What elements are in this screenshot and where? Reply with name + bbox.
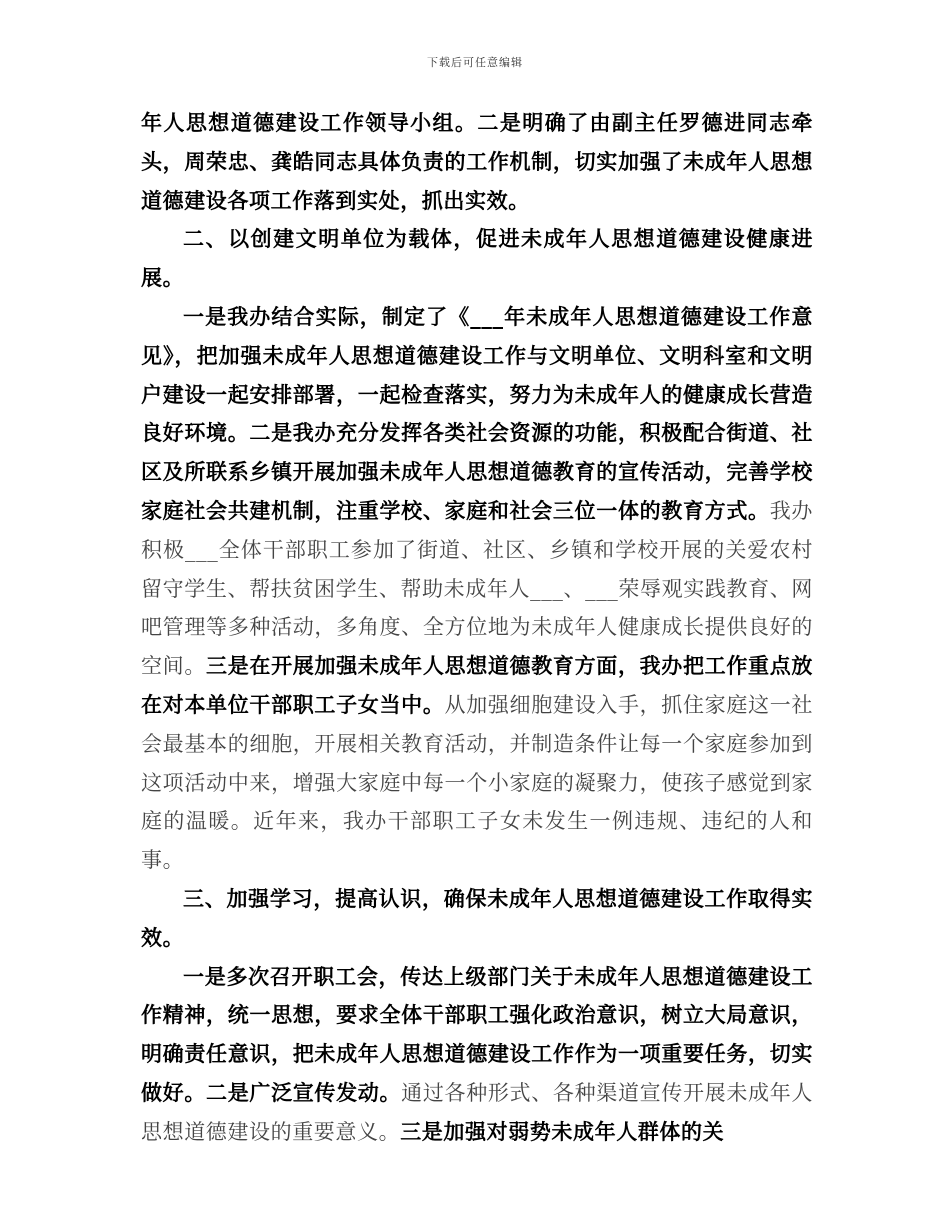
paragraph-text-light: 从加强细胞建设入手，抓住家庭这一社会最基本的细胞，开展相关教育活动，并制造条件让每一个家庭参加到这项活动中来，增强大家庭中每一个小家庭的凝聚力，使孩子感觉到家庭的温暖。近年来，我办干部职工子女未发生一例违规、违纪的人和事。 [141,692,813,873]
page-header-note: 下载后可任意编辑 [427,56,523,69]
paragraph-text-light: 我办积极___全体干部职工参加了街道、社区、乡镇和学校开展的关爱农村留守学生、帮扶贫困学生、帮助未成年人___、___荣辱观实践教育、网吧管理等多种活动，多角度、全方位地为未成年人健康成长提供良好的空间。 [141,498,813,679]
paragraph-text: 年人思想道德建设工作领导小组。二是明确了由副主任罗德进同志牵头，周荣忠、龚皓同志具体负责的工作机制，切实加强了未成年人思想道德建设各项工作落到实处，抓出实效。 [141,110,813,213]
paragraph-text-bold: 一是多次召开职工会，传达上级部门关于未成年人思想道德建设工作精神，统一思想，要求全体干部职工强化政治意识，树立大局意识，明确责任意识，把未成年人思想道德建设工作作为一项重要任务，切实做好。二是广泛宣传发动。 [141,963,813,1105]
paragraph-1 [141,104,813,220]
section-heading-2 [141,220,813,298]
paragraph-text-light: 通过各种形式、各种渠道宣传开展未成年人思想道德建设的重要意义。 [141,1080,813,1144]
section-heading-3 [141,880,813,958]
heading-text: 三、加强学习，提高认识，确保未成年人思想道德建设工作取得实效。 [141,885,813,950]
paragraph-text-bold: 一是我办结合实际，制定了《___年未成年人思想道德建设工作意见》，把加强未成年人思想道德建设工作与文明单位、文明科室和文明户建设一起安排部署，一起检查落实，努力为未成年人的健康成长营造良好环境。二是我办充分发挥各类社会资源的功能，积极配合街道、社区及所联系乡镇开展加强未成年人思想道德教育的宣传活动，完善学校家庭社会共建机制，注重学校、家庭和社会三位一体的教育方式。 [141,303,813,523]
heading-text: 二、以创建文明单位为载体，促进未成年人思想道德建设健康进展。 [141,226,813,291]
paragraph-3 [141,298,813,880]
paragraph-text-bold: 三是在开展加强未成年人思想道德教育方面，我办把工作重点放在对本单位干部职工子女当中。 [141,653,813,717]
paragraph-text-bold: 三是加强对弱势未成年人群体的关 [400,1118,725,1144]
document-body [141,104,813,1152]
paragraph-5 [141,958,813,1152]
